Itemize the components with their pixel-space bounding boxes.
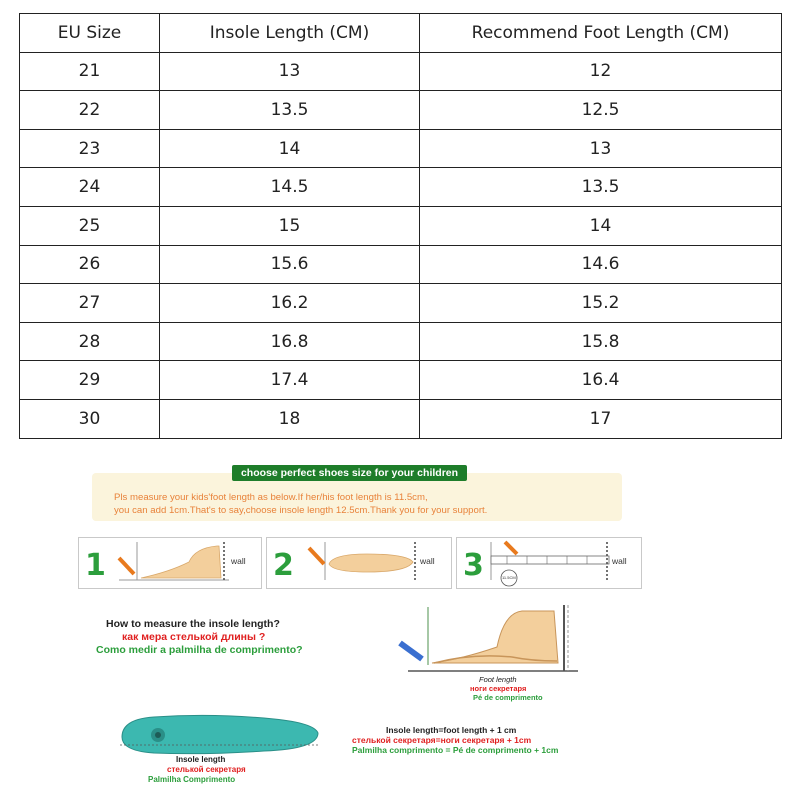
formula-ru: стелькой секретаря=ноги секретаря + 1cm <box>352 735 532 745</box>
cell-eu-size: 21 <box>20 52 160 91</box>
cell-insole-length: 16.2 <box>160 284 420 323</box>
cell-eu-size: 26 <box>20 245 160 284</box>
cell-eu-size: 27 <box>20 284 160 323</box>
cell-insole-length: 13 <box>160 52 420 91</box>
foot-length-label-en: Foot length <box>479 675 517 684</box>
step-2-wall-label: wall <box>420 556 435 566</box>
cell-insole-length: 17.4 <box>160 361 420 400</box>
cell-foot-length: 17 <box>420 399 782 438</box>
table-row <box>20 129 782 168</box>
how-to-measure-pt: Como medir a palmilha de comprimento? <box>96 644 303 656</box>
table-row <box>20 52 782 91</box>
foot-length-label-ru: ноги секретаря <box>470 684 527 693</box>
table-row <box>20 206 782 245</box>
measurement-guide <box>0 455 800 800</box>
header-eu-size: EU Size <box>20 14 160 53</box>
table-row <box>20 168 782 207</box>
cell-eu-size: 24 <box>20 168 160 207</box>
table-row <box>20 91 782 130</box>
insole-length-label-en: Insole length <box>176 755 226 764</box>
cell-foot-length: 12.5 <box>420 91 782 130</box>
cell-eu-size: 29 <box>20 361 160 400</box>
table-row <box>20 245 782 284</box>
insole-length-label-ru: стелькой секретаря <box>167 765 246 774</box>
table-row <box>20 399 782 438</box>
cell-eu-size: 28 <box>20 322 160 361</box>
cell-foot-length: 16.4 <box>420 361 782 400</box>
cell-insole-length: 15.6 <box>160 245 420 284</box>
cell-insole-length: 16.8 <box>160 322 420 361</box>
table-header-row <box>20 14 782 53</box>
cell-foot-length: 12 <box>420 52 782 91</box>
step-1-panel <box>78 537 262 589</box>
cell-eu-size: 22 <box>20 91 160 130</box>
formula-en: Insole length=foot length + 1 cm <box>386 725 517 735</box>
cell-foot-length: 13.5 <box>420 168 782 207</box>
cell-insole-length: 15 <box>160 206 420 245</box>
cell-foot-length: 14 <box>420 206 782 245</box>
cell-eu-size: 30 <box>20 399 160 438</box>
insole-length-label-pt: Palmilha Comprimento <box>148 775 236 784</box>
step-1-number: 1 <box>85 548 106 583</box>
step-3-number: 3 <box>463 548 484 583</box>
cell-foot-length: 15.8 <box>420 322 782 361</box>
table-row <box>20 361 782 400</box>
cell-eu-size: 25 <box>20 206 160 245</box>
cell-foot-length: 13 <box>420 129 782 168</box>
instruction-line-2: you can add 1cm.That's to say,choose insole length 12.5cm.Thank you for your support. <box>114 505 488 516</box>
step-2-number: 2 <box>273 548 294 583</box>
step-3-tag: 11.5CM <box>502 575 516 580</box>
how-to-measure-en: How to measure the insole length? <box>106 618 280 630</box>
cell-foot-length: 14.6 <box>420 245 782 284</box>
how-to-measure-ru: как мера стелькой длины ? <box>122 631 266 643</box>
foot-length-illustration <box>392 603 592 683</box>
cell-insole-length: 14 <box>160 129 420 168</box>
cell-insole-length: 13.5 <box>160 91 420 130</box>
cell-insole-length: 14.5 <box>160 168 420 207</box>
cell-insole-length: 18 <box>160 399 420 438</box>
step-3-wall-label: wall <box>612 556 627 566</box>
foot-length-label-pt: Pé de comprimento <box>473 693 543 702</box>
formula-pt: Palmilha comprimento = Pé de comprimento + 1cm <box>352 745 559 755</box>
step-2-panel <box>266 537 452 589</box>
instruction-line-1: Pls measure your kids'foot length as below.If her/his foot length is 11.5cm, <box>114 492 428 503</box>
header-recommend-foot-length: Recommend Foot Length (CM) <box>420 14 782 53</box>
cell-foot-length: 15.2 <box>420 284 782 323</box>
cell-eu-size: 23 <box>20 129 160 168</box>
step-3-panel <box>456 537 642 589</box>
guide-banner: choose perfect shoes size for your children <box>232 465 467 481</box>
size-chart-table <box>19 13 782 439</box>
step-1-wall-label: wall <box>231 556 246 566</box>
header-insole-length: Insole Length (CM) <box>160 14 420 53</box>
insole-illustration <box>114 711 324 761</box>
table-row <box>20 284 782 323</box>
table-row <box>20 322 782 361</box>
